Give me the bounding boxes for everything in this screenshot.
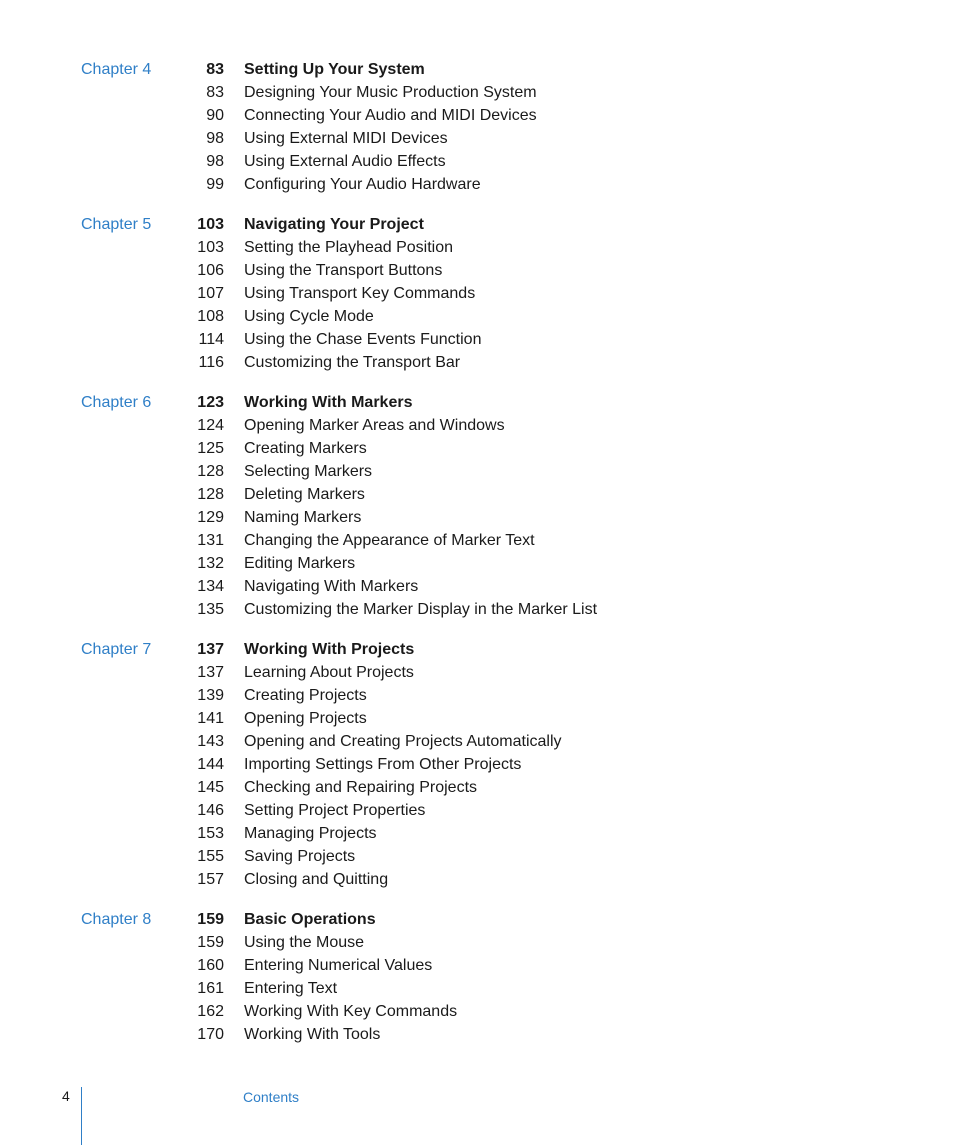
page-number: 83 <box>206 84 224 101</box>
page-number: 155 <box>197 848 224 865</box>
section-title[interactable]: Working With Tools <box>244 1026 381 1043</box>
page-number: 123 <box>197 394 224 411</box>
page-number: 159 <box>197 934 224 951</box>
section-title[interactable]: Using the Chase Events Function <box>244 331 482 348</box>
section-title[interactable]: Opening Marker Areas and Windows <box>244 417 505 434</box>
toc-entry-row[interactable] <box>0 483 954 506</box>
chapter-heading-row[interactable] <box>0 908 954 931</box>
page-number: 170 <box>197 1026 224 1043</box>
section-title[interactable]: Learning About Projects <box>244 664 414 681</box>
page-number: 131 <box>197 532 224 549</box>
section-title[interactable]: Changing the Appearance of Marker Text <box>244 532 535 549</box>
chapter-title[interactable]: Working With Projects <box>244 641 415 658</box>
toc-entry-row[interactable] <box>0 150 954 173</box>
footer-section-label: Contents <box>243 1089 300 1105</box>
toc-entry-row[interactable] <box>0 351 954 374</box>
chapter-title[interactable]: Setting Up Your System <box>244 61 425 78</box>
page-number: 134 <box>197 578 224 595</box>
toc-entry-row[interactable] <box>0 552 954 575</box>
page-number: 137 <box>197 641 224 658</box>
toc-entry-row[interactable] <box>0 730 954 753</box>
toc-entry-row[interactable] <box>0 414 954 437</box>
page-number: 103 <box>197 239 224 256</box>
toc-entry-row[interactable] <box>0 1023 954 1046</box>
page-number: 128 <box>197 463 224 480</box>
page-number: 143 <box>197 733 224 750</box>
page-number: 153 <box>197 825 224 842</box>
section-title[interactable]: Using the Transport Buttons <box>244 262 443 279</box>
toc-entry-row[interactable] <box>0 236 954 259</box>
page-number: 125 <box>197 440 224 457</box>
toc-entry-row[interactable] <box>0 661 954 684</box>
section-title[interactable]: Using the Mouse <box>244 934 365 951</box>
toc-entry-row[interactable] <box>0 305 954 328</box>
toc-entry-row[interactable] <box>0 506 954 529</box>
page-number: 129 <box>197 509 224 526</box>
section-title[interactable]: Managing Projects <box>244 825 377 842</box>
chapter-block <box>0 391 954 621</box>
page-number: 128 <box>197 486 224 503</box>
section-title[interactable]: Creating Projects <box>244 687 367 704</box>
chapter-block <box>0 908 954 1046</box>
table-of-contents <box>0 58 954 1063</box>
page-number: 99 <box>206 176 224 193</box>
section-title[interactable]: Navigating With Markers <box>244 578 419 595</box>
section-title[interactable]: Using Transport Key Commands <box>244 285 476 302</box>
chapter-block <box>0 58 954 196</box>
chapter-heading-row[interactable] <box>0 213 954 236</box>
chapter-label[interactable]: Chapter 8 <box>81 911 152 928</box>
toc-entry-row[interactable] <box>0 707 954 730</box>
toc-entry-row[interactable] <box>0 954 954 977</box>
page-number: 135 <box>197 601 224 618</box>
chapter-label[interactable]: Chapter 7 <box>81 641 152 658</box>
section-title[interactable]: Designing Your Music Production System <box>244 84 537 101</box>
chapter-title[interactable]: Working With Markers <box>244 394 413 411</box>
section-title[interactable]: Setting Project Properties <box>244 802 426 819</box>
page-number: 107 <box>197 285 224 302</box>
page-number: 162 <box>197 1003 224 1020</box>
section-title[interactable]: Setting the Playhead Position <box>244 239 454 256</box>
section-title[interactable]: Using External MIDI Devices <box>244 130 448 147</box>
chapter-title[interactable]: Basic Operations <box>244 911 376 928</box>
section-title[interactable]: Using Cycle Mode <box>244 308 374 325</box>
toc-entry-row[interactable] <box>0 598 954 621</box>
toc-entry-row[interactable] <box>0 977 954 1000</box>
chapter-label[interactable]: Chapter 5 <box>81 216 152 233</box>
page-number: 103 <box>197 216 224 233</box>
toc-entry-row[interactable] <box>0 1000 954 1023</box>
toc-entry-row[interactable] <box>0 845 954 868</box>
chapter-heading-row[interactable] <box>0 638 954 661</box>
toc-entry-row[interactable] <box>0 81 954 104</box>
toc-entry-row[interactable] <box>0 575 954 598</box>
page-number: 124 <box>197 417 224 434</box>
section-title[interactable]: Entering Text <box>244 980 338 997</box>
page-number: 106 <box>197 262 224 279</box>
page-number: 116 <box>198 354 224 371</box>
section-title[interactable]: Editing Markers <box>244 555 356 572</box>
toc-entry-row[interactable] <box>0 437 954 460</box>
toc-entry-row[interactable] <box>0 753 954 776</box>
page-number: 145 <box>197 779 224 796</box>
section-title[interactable]: Customizing the Transport Bar <box>244 354 461 371</box>
toc-entry-row[interactable] <box>0 931 954 954</box>
section-title[interactable]: Creating Markers <box>244 440 367 457</box>
toc-entry-row[interactable] <box>0 868 954 891</box>
footer-page-number: 4 <box>62 1088 70 1104</box>
section-title[interactable]: Importing Settings From Other Projects <box>244 756 522 773</box>
page-number: 98 <box>206 130 224 147</box>
section-title[interactable]: Using External Audio Effects <box>244 153 446 170</box>
section-title[interactable]: Customizing the Marker Display in the Marker List <box>244 601 598 618</box>
toc-entry-row[interactable] <box>0 460 954 483</box>
toc-entry-row[interactable] <box>0 684 954 707</box>
page-number: 160 <box>197 957 224 974</box>
page-number: 90 <box>206 107 224 124</box>
section-title[interactable]: Configuring Your Audio Hardware <box>244 176 481 193</box>
toc-entry-row[interactable] <box>0 282 954 305</box>
page-number: 157 <box>197 871 224 888</box>
page-number: 132 <box>197 555 224 572</box>
page-number: 83 <box>206 61 224 78</box>
toc-entry-row[interactable] <box>0 259 954 282</box>
chapter-block <box>0 638 954 891</box>
section-title[interactable]: Closing and Quitting <box>244 871 389 888</box>
page-number: 144 <box>197 756 224 773</box>
chapter-title[interactable]: Navigating Your Project <box>244 216 424 233</box>
toc-entry-row[interactable] <box>0 529 954 552</box>
section-title[interactable]: Naming Markers <box>244 509 362 526</box>
page-number: 161 <box>197 980 224 997</box>
chapter-label[interactable]: Chapter 4 <box>81 61 152 78</box>
page-number: 141 <box>197 710 224 727</box>
toc-entry-row[interactable] <box>0 799 954 822</box>
toc-entry-row[interactable] <box>0 328 954 351</box>
page-number: 139 <box>197 687 224 704</box>
footer-divider <box>81 1087 82 1145</box>
toc-entry-row[interactable] <box>0 173 954 196</box>
toc-entry-row[interactable] <box>0 776 954 799</box>
section-title[interactable]: Opening and Creating Projects Automatically <box>244 733 562 750</box>
page-number: 159 <box>197 911 224 928</box>
page-number: 108 <box>197 308 224 325</box>
toc-entry-row[interactable] <box>0 127 954 150</box>
section-title[interactable]: Working With Key Commands <box>244 1003 458 1020</box>
section-title[interactable]: Checking and Repairing Projects <box>244 779 478 796</box>
section-title[interactable]: Opening Projects <box>244 710 367 727</box>
section-title[interactable]: Connecting Your Audio and MIDI Devices <box>244 107 537 124</box>
page-number: 146 <box>197 802 224 819</box>
chapter-block <box>0 213 954 374</box>
section-title[interactable]: Selecting Markers <box>244 463 373 480</box>
page-number: 114 <box>198 331 224 348</box>
chapter-heading-row[interactable] <box>0 391 954 414</box>
section-title[interactable]: Deleting Markers <box>244 486 365 503</box>
section-title[interactable]: Saving Projects <box>244 848 356 865</box>
toc-entry-row[interactable] <box>0 104 954 127</box>
page-number: 137 <box>197 664 224 681</box>
chapter-heading-row[interactable] <box>0 58 954 81</box>
chapter-label[interactable]: Chapter 6 <box>81 394 152 411</box>
toc-entry-row[interactable] <box>0 822 954 845</box>
page-number: 98 <box>206 153 224 170</box>
section-title[interactable]: Entering Numerical Values <box>244 957 433 974</box>
